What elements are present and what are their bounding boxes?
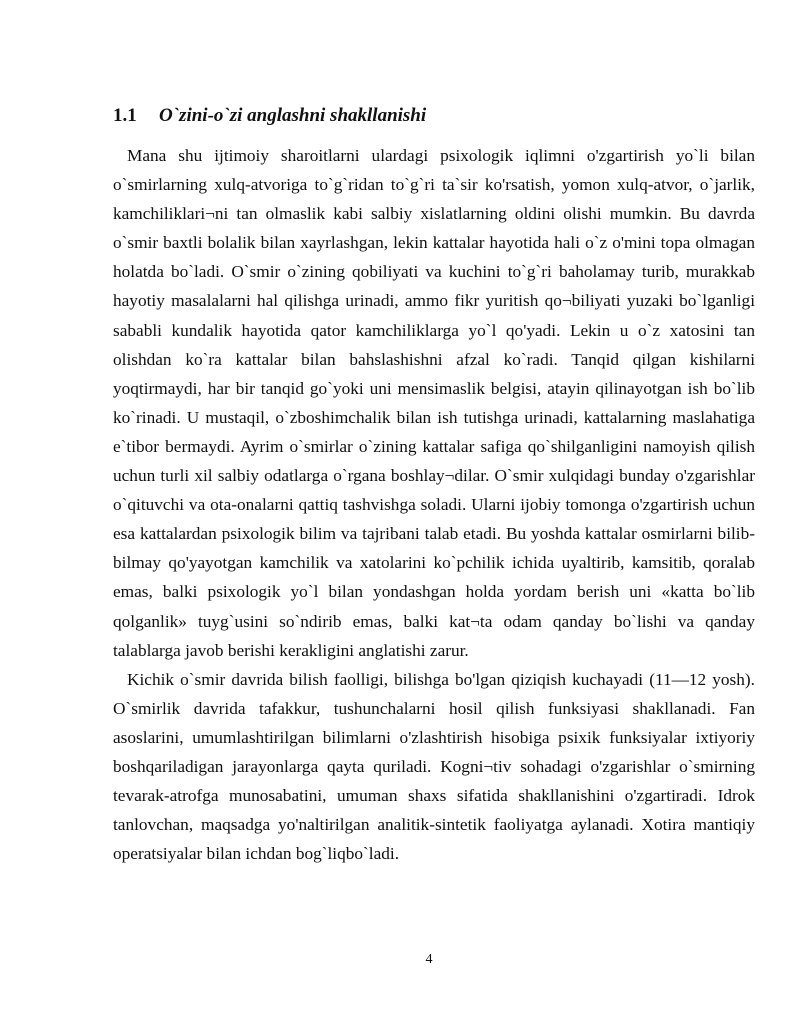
body-text [113, 141, 755, 868]
paragraph: Mana shu ijtimoiy sharoitlarni ulardagi psixologik iqlimni o'zgartirish yo`li bilan o`smirlarning xulq-atvoriga to`g`ridan to`g`ri ta`sir ko'rsatish, yomon xulq-atvor, o`jarlik, kamchiliklari¬ni tan olmaslik kabi salbiy xislatlarning oldini olishi mumkin. Bu davrda o`smir baxtli bolalik bilan xayrlashgan, lekin kattalar hayotida hali o`z o'mini topa olmagan holatda bo`ladi. O`smir o`zining qobiliyati va kuchini to`g`ri baholamay turib, murakkab hayotiy masalalarni hal qilishga urinadi, ammo fikr yuritish qo¬biliyati yuzaki bo`lganligi sababli kundalik hayotida qator kamchiliklarga yo`l qo'yadi. Lekin u o`z xatosini tan olishdan ko`ra kattalar bilan bahslashishni afzal ko`radi. Tanqid qilgan kishilarni yoqtirmaydi, har bir tanqid go`yoki uni mensimaslik belgisi, atayin qilinayotgan ish bo`lib ko`rinadi. U mustaqil, o`zboshimchalik bilan ish tutishga urinadi, kattalarning maslahatiga e`tibor bermaydi. Ayrim o`smirlar o`zining kattalar safiga qo`shilganligini namoyish qilish uchun turli xil salbiy odatlarga o`rgana boshlay¬dilar. O`smir xulqidagi bunday o'zgarishlar o`qituvchi va ota-onalarni qattiq tashvishga soladi. Ularni ijobiy tomonga o'zgartirish uchun esa kattalardan psixologik bilim va tajribani talab etadi. Bu yoshda kattalar osmirlarni bilib-bilmay qo'yayotgan kamchilik va xatolarini ko`pchilik ichida uyaltirib, kamsitib, qoralab emas, balki psixologik yo`l bilan yondashgan holda yordam berish uni «katta bo`lib qolganlik» tuyg`usini so`ndirib emas, balki kat¬ta odam qanday bo`lishi va qanday talablarga javob berishi kerakligini anglatishi zarur. [113, 146, 755, 660]
page-number: 4 [425, 952, 433, 967]
section-number: 1.1 [113, 105, 137, 126]
section-heading [113, 105, 713, 133]
section-title: O`zini-o`zi anglashni shakllanishi [159, 105, 427, 126]
paragraph: Kichik o`smir davrida bilish faolligi, bilishga bo'lgan qiziqish kuchayadi (11—12 yosh). O`smirlik davrida tafakkur, tushunchalarni hosil qilish funksiyasi shakllanadi. Fan asoslarini, umumlashtirilgan bilimlarni o'zlashtirish hisobiga psixik funksiyalar ixtiyoriy boshqariladigan jarayonlarga qayta quriladi. Kogni¬tiv sohadagi o'zgarishlar o`smirning tevarak-atrofga munosabatini, umuman shaxs sifatida shakllanishini o'zgartiradi. Idrok tanlovchan, maqsadga yo'naltirilgan analitik-sintetik faoliyatga aylanadi. Xotira mantiqiy operatsiyalar bilan ichdan bog`liqbo`ladi. [113, 669, 755, 864]
